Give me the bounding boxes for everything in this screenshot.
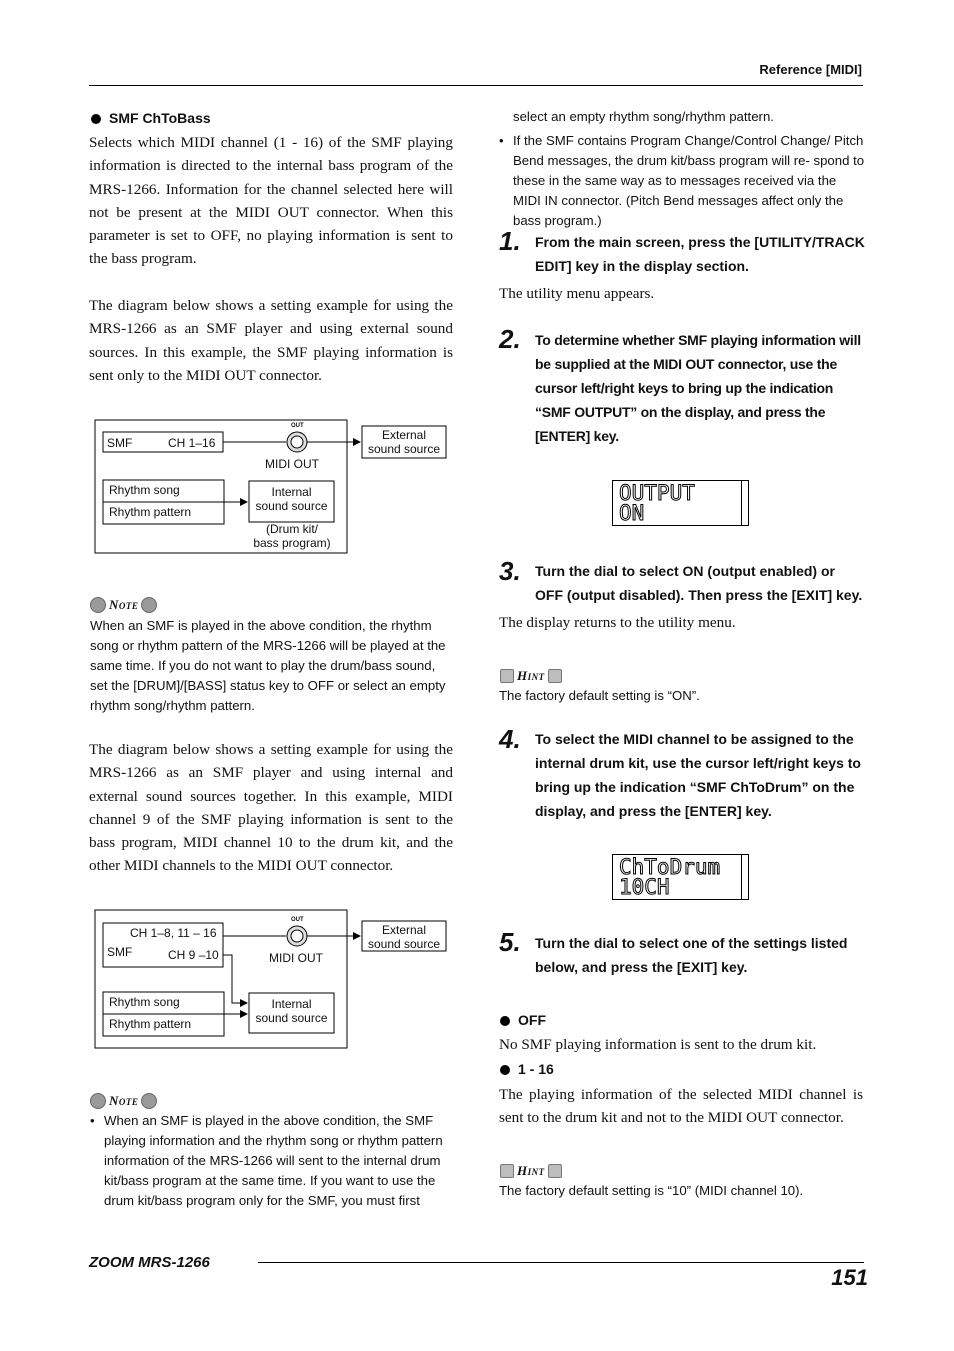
hint-label: Hint	[517, 1163, 545, 1178]
note-badge-1	[90, 597, 157, 613]
paragraph-diagram2-intro: The diagram below shows a setting example for using the MRS-1266 as an SMF player and using internal and external sound sources together. In this example, MIDI channel 9 of the SMF playing information is sent to the bass program, MIDI channel 10 to the drum kit, and the other MIDI channels to the MIDI OUT connector.	[89, 741, 453, 875]
step-1-number: 1.	[499, 226, 521, 256]
heading-text: SMF ChToBass	[109, 110, 211, 126]
lcd1-line2: ON	[619, 501, 645, 525]
hint-badge-2	[500, 1163, 562, 1179]
lcd1-divider	[741, 481, 742, 525]
hint-square-icon	[548, 669, 562, 683]
step-5-number: 5.	[499, 927, 521, 957]
step-3-number: 3.	[499, 556, 521, 586]
hint-square-icon	[500, 669, 514, 683]
note2-bullet: •	[90, 1113, 95, 1128]
bullet-dot	[500, 1016, 510, 1026]
d1-ext-line2: sound source	[367, 442, 441, 456]
d1-ch-label: CH 1–16	[168, 436, 216, 450]
lcd-display-output	[612, 480, 749, 526]
step-2-text: To determine whether SMF playing information will be supplied at the MIDI OUT connector, use the cursor left/right keys to bring up the indication “SMF OUTPUT” on the display, and press the [ENTER] key.	[535, 332, 861, 444]
d2-ext-line2: sound source	[367, 937, 441, 951]
d1-midi-out-label: MIDI OUT	[265, 457, 319, 471]
lcd-display-chtodrum	[612, 854, 749, 900]
note-label: Note	[109, 597, 139, 612]
midi-out-connector-inner	[291, 436, 303, 448]
range-heading	[500, 1061, 554, 1077]
lcd1-line1: OUTPUT	[619, 481, 695, 505]
d1-int-line1: Internal	[271, 485, 312, 499]
note-circle-icon	[141, 1093, 157, 1109]
d2-out-tag: OUT	[291, 917, 304, 923]
note-circle-icon	[90, 597, 106, 613]
d1-drum-line2: bass program)	[253, 536, 331, 550]
d1-ext-line1: External	[381, 428, 427, 442]
note-circle-icon	[90, 1093, 106, 1109]
d2-rhythm-pattern: Rhythm pattern	[109, 1017, 192, 1031]
hint-square-icon	[548, 1164, 562, 1178]
midi-out-connector-inner	[291, 930, 303, 942]
d2-ext-line1: External	[381, 923, 427, 937]
d2-internal-label	[249, 997, 334, 1025]
range-text: The playing information of the selected MIDI channel is sent to the drum kit and not to the MIDI OUT connector.	[499, 1086, 863, 1127]
paragraph-chtobass: Selects which MIDI channel (1 - 16) of the SMF playing information is directed to the internal bass program of the MRS-1266. Information for the channel selected here will not be present at the MIDI OUT connector. When this parameter is set to OFF, no playing information is sent to the bass program.	[89, 134, 453, 268]
range-heading-text: 1 - 16	[518, 1061, 554, 1077]
d2-smf-label: SMF	[107, 945, 133, 959]
bullet2-dot: •	[499, 133, 504, 148]
section-header: Reference [MIDI]	[759, 62, 862, 77]
continued-text: select an empty rhythm song/rhythm pattern.	[513, 109, 774, 124]
note-badge-2	[90, 1093, 157, 1109]
bullet-dot	[91, 114, 101, 124]
note-circle-icon	[141, 597, 157, 613]
lcd2-line1: ChToDrum	[619, 855, 721, 879]
hint-square-icon	[500, 1164, 514, 1178]
off-heading-text: OFF	[518, 1012, 546, 1028]
d1-int-line2: sound source	[255, 499, 328, 513]
d2-midi-out-label: MIDI OUT	[269, 951, 323, 965]
step-1-result: The utility menu appears.	[499, 285, 655, 302]
lcd2-divider	[741, 855, 742, 899]
hint-label: Hint	[517, 668, 545, 683]
step-1-text: From the main screen, press the [UTILITY/TRACK EDIT] key in the display section.	[535, 234, 865, 274]
hint1-text: The factory default setting is “ON”.	[499, 688, 700, 703]
note2-text: When an SMF is played in the above condition, the SMF playing information and the rhythm song or rhythm pattern information of the MRS-1266 will sent to the internal drum kit/bass program at the same time. If you want to use the drum kit/bass program only for the SMF, you must first	[104, 1113, 443, 1208]
bullet-dot	[500, 1065, 510, 1075]
d2-rhythm-song: Rhythm song	[109, 995, 180, 1009]
header-rule	[89, 85, 863, 86]
step-5-text: Turn the dial to select one of the settings listed below, and press the [EXIT] key.	[535, 935, 848, 975]
hint-badge-1	[500, 668, 562, 684]
footer-model: ZOOM MRS-1266	[89, 1254, 210, 1271]
step-2-number: 2.	[499, 324, 521, 354]
off-heading	[500, 1012, 546, 1028]
step-3-text: Turn the dial to select ON (output enabled) or OFF (output disabled). Then press the [EXIT] key.	[535, 563, 863, 603]
d1-smf-label: SMF	[107, 436, 133, 450]
step-4-number: 4.	[499, 724, 521, 754]
footer-rule	[258, 1262, 864, 1263]
page-number: 151	[831, 1265, 868, 1290]
d2-ch-a-label: CH 1–8, 11 – 16	[130, 926, 217, 940]
paragraph-diagram1-intro: The diagram below shows a setting example for using the MRS-1266 as an SMF player and using external sound sources. In this example, the SMF playing information is sent only to the MIDI OUT connector.	[89, 297, 453, 384]
d1-external-label	[362, 428, 446, 456]
note-label: Note	[109, 1093, 139, 1108]
d1-out-tag: OUT	[291, 423, 304, 429]
bullet2-text: If the SMF contains Program Change/Control Change/ Pitch Bend messages, the drum kit/bass program will re- spond to these in the same way as to messages received via the MIDI IN connector. (Pitch Bend messages affect only the bass program.)	[513, 133, 865, 228]
d1-drum-label	[246, 522, 338, 550]
off-text: No SMF playing information is sent to the drum kit.	[499, 1036, 817, 1053]
d1-drum-line1: (Drum kit/	[266, 522, 318, 536]
d2-int-line2: sound source	[255, 1011, 328, 1025]
lcd2-line2: 10CH	[619, 875, 670, 899]
d1-internal-label	[249, 485, 334, 513]
d1-rhythm-pattern: Rhythm pattern	[109, 505, 192, 519]
hint2-text: The factory default setting is “10” (MIDI channel 10).	[499, 1183, 804, 1198]
smf-chtobass-heading	[91, 110, 211, 126]
d2-ch-b-label: CH 9 –10	[168, 948, 219, 962]
d2-int-line1: Internal	[271, 997, 312, 1011]
step-4-text: To select the MIDI channel to be assigned to the internal drum kit, use the cursor left/right keys to bring up the indication “SMF ChToDrum” on the display, and press the [ENTER] key.	[535, 731, 861, 819]
step-3-result: The display returns to the utility menu.	[499, 614, 736, 631]
d1-rhythm-song: Rhythm song	[109, 483, 180, 497]
d2-external-label	[362, 923, 446, 951]
ch9-10-to-internal-arrow	[223, 955, 247, 1003]
note1-text: When an SMF is played in the above condition, the rhythm song or rhythm pattern of the MRS-1266 will be played at the same time. If you do not want to play the drum/bass sound, set the [DRUM]/[BASS] status key to OFF or select an empty rhythm song/rhythm pattern.	[90, 618, 446, 713]
